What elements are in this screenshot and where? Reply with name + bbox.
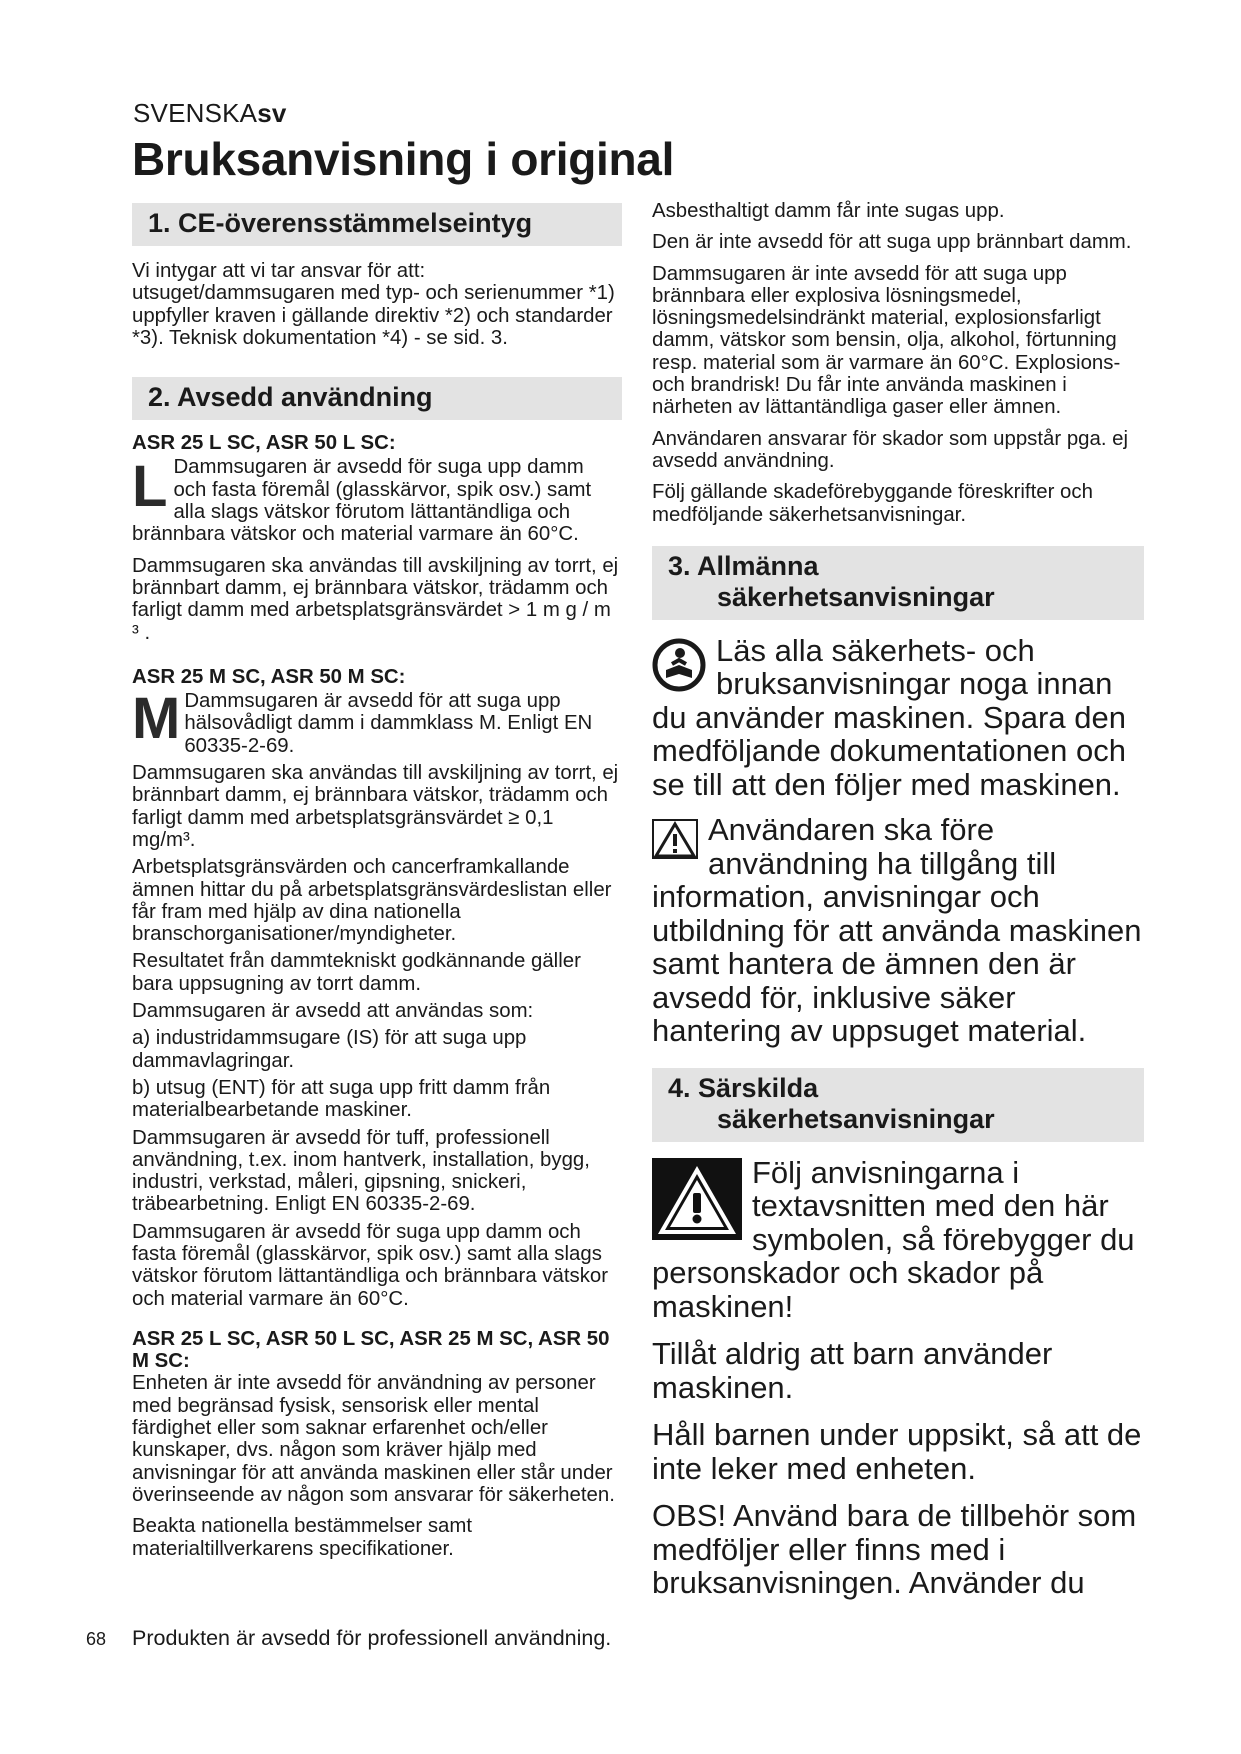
intended-as-text: Dammsugaren är avsedd att användas som: <box>132 1000 534 1023</box>
accident-text: Följ gällande skadeförebyggande föreskrifter och medföljande säkerhetsanvisningar. <box>652 481 1093 526</box>
read-all-text: Läs alla säkerhets- och bruksanvisningar noga innan du använder maskinen. Spara den medföljande dokumentationen och se till att den följer med maskinen. <box>652 633 1126 802</box>
section1-text: Vi intygar att vi tar ansvar för att: utsuget/dammsugaren med typ- och serienummer *1) uppfyller kraven i gällande direktiv *2) och standarder *3). Teknisk dokumentation *4) - se sid. 3. <box>132 260 615 349</box>
left-column <box>132 203 622 1560</box>
page-number: 68 <box>86 1629 107 1649</box>
section4-heading <box>652 1068 1144 1142</box>
limits-text: Arbetsplatsgränsvärden och cancerframkallande ämnen hittar du på arbetsplatsgränsvärdeslistan eller får fram med hjälp av dina nationella branschorganisationer/myndigheter. <box>132 856 612 946</box>
warning-icon <box>652 819 698 864</box>
user-info-block <box>652 813 1144 1048</box>
accessories-text: OBS! Använd bara de tillbehör som medföljer eller finns med i bruksanvisningen. Använder du <box>652 1498 1137 1601</box>
asbestos-text: Asbesthaltigt damm får inte sugas upp. <box>652 200 1005 222</box>
user-info-text: Användaren ska före användning ha tillgång till information, anvisningar och utbildning för att använda maskinen samt hantera de ämnen den är avsedd för, inklusive säker hantering av uppsuget material. <box>652 813 1142 1048</box>
m-class-dropcap: M <box>132 690 181 752</box>
danger-triangle-icon <box>652 1158 742 1245</box>
section4-body <box>652 1156 1144 1600</box>
section3-heading-num: 3. Allmänna <box>668 550 819 581</box>
liability-text: Användaren ansvarar för skador som uppstår pga. ej avsedd användning. <box>652 427 1129 472</box>
persons-text: Enheten är inte avsedd för användning av personer med begränsad fysisk, sensorisk eller mental färdighet eller som saknar erfarenhet och/eller kunskaper, dvs. någon som kräver hjälp med anvisningar för att använda maskinen eller står under överinseende av någon som ansvarar för säkerheten. <box>132 1372 615 1506</box>
supervise-text: Håll barnen under uppsikt, så att de inte leker med enheten. <box>652 1417 1142 1486</box>
section4-heading-num: 4. Särskilda <box>668 1072 819 1103</box>
combustible-text: Den är inte avsedd för att suga upp brännbart damm. <box>652 231 1132 254</box>
item-b-text: b) utsug (ENT) för att suga upp fritt damm från materialbearbetande maskiner. <box>132 1076 551 1122</box>
repeat-text: Dammsugaren är avsedd för suga upp damm och fasta föremål (glasskärvor, spik osv.) samt alla slags vätskor förutom lättantändliga och brännbara vätskor och material varmare än 60°C. <box>132 1220 609 1310</box>
l-usage-text: Dammsugaren ska användas till avskiljning av torrt, ej brännbart damm, ej brännbara vätskor, trädamm och farligt damm med arbetsplatsgränsvärdet > 1 m g / m ³ . <box>132 554 619 644</box>
section3-heading <box>652 546 1144 620</box>
l-class-dropcap: L <box>132 454 168 520</box>
m-models-heading: ASR 25 M SC, ASR 50 M SC: <box>132 665 406 688</box>
read-all-block <box>652 634 1144 802</box>
section3-body <box>652 634 1144 1048</box>
children-text: Tillåt aldrig att barn använder maskinen. <box>652 1336 1053 1405</box>
l-class-text: Dammsugaren är avsedd för suga upp damm och fasta föremål (glasskärvor, spik osv.) samt alla slags vätskor förutom lättantändliga och brännbara vätskor och material varmare än 60°C. <box>132 456 592 546</box>
section1-heading: 1. CE-överensstämmelseintyg <box>132 203 622 246</box>
section4-heading-sub: säkerhetsanvisningar <box>717 1103 995 1134</box>
language-code: sv <box>257 98 287 128</box>
professional-use-text: Produkten är avsedd för professionell användning. <box>132 1626 612 1650</box>
page-title: Bruksanvisning i original <box>132 133 675 185</box>
section2-heading: 2. Avsedd användning <box>132 377 622 420</box>
l-class-paragraph <box>132 456 622 545</box>
language-label: SVENSKAsv <box>133 98 287 128</box>
read-manual-icon <box>652 638 706 697</box>
l-models-heading: ASR 25 L SC, ASR 50 L SC: <box>132 432 396 455</box>
section3-heading-sub: säkerhetsanvisningar <box>717 581 995 612</box>
professional-text: Dammsugaren är avsedd för tuff, professionell användning, t.ex. inom hantverk, installation, bygg, industri, verkstad, måleri, gipsning, snickeri, träbearbetning. Enligt EN 60335-2-69. <box>132 1126 590 1216</box>
symbol-text: Följ anvisningarna i textavsnitten med den här symbolen, så förebygger du personskador och skador på maskinen! <box>652 1155 1135 1324</box>
right-column <box>652 200 1144 1600</box>
all-models-heading: ASR 25 L SC, ASR 50 L SC, ASR 25 M SC, ASR 50 M SC: <box>132 1327 610 1373</box>
m-class-paragraph <box>132 690 622 757</box>
explosive-text: Dammsugaren är inte avsedd för att suga upp brännbara eller explosiva lösningsmedel, lösningsmedelsindränkt material, explosionsfarligt damm, vätskor som bensin, olja, alkohol, förtunning resp. material som är varmare än 60°C. Explosions- och brandrisk! Du får inte använda maskinen i närheten av lättantändliga gaser eller ämnen. <box>652 262 1121 419</box>
m-usage-text: Dammsugaren ska användas till avskiljning av torrt, ej brännbart damm, ej brännbara vätskor, trädamm och farligt damm med arbetsplatsgränsvärdet ≥ 0,1 mg/m³. <box>132 762 619 851</box>
regulations-text: Beakta nationella bestämmelser samt materialtillverkarens specifikationer. <box>132 1515 473 1560</box>
m-class-text: Dammsugaren är avsedd för att suga upp hälsovådligt damm i dammklass M. Enligt EN 60335-2-69. <box>184 690 593 757</box>
item-a-text: a) industridammsugare (IS) för att suga upp dammavlagringar. <box>132 1027 527 1072</box>
symbol-block <box>652 1156 1144 1324</box>
approval-text: Resultatet från dammtekniskt godkännande gäller bara uppsugning av torrt damm. <box>132 950 581 995</box>
